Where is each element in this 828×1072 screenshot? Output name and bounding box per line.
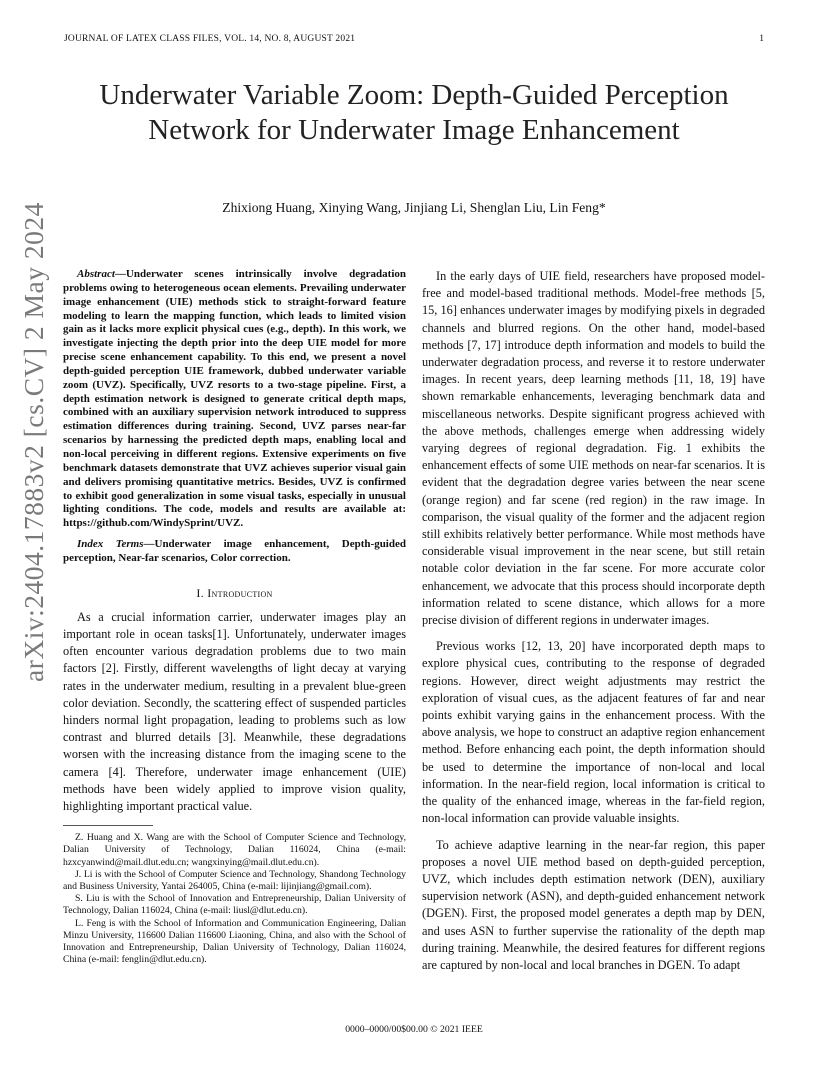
footnote-affiliation: S. Liu is with the School of Innovation and Entrepreneurship, Dalian University of Technology, Dalian 116024, China (e-mail: liusl@dlut.edu.cn). bbox=[63, 893, 406, 917]
section-number: I. bbox=[196, 585, 204, 600]
footnote-rule bbox=[63, 825, 153, 826]
right-column bbox=[422, 268, 765, 974]
abstract-lead: Abstract bbox=[77, 268, 115, 280]
abstract bbox=[63, 268, 406, 531]
left-column bbox=[63, 268, 406, 966]
section-title: Introduction bbox=[207, 585, 273, 600]
footnote-affiliation: Z. Huang and X. Wang are with the School of Computer Science and Technology, Dalian University of Technology, Dalian 116024, China (e-mail: hzxcyanwind@mail.dlut.edu.cn; wangxinying@mail.dlut.edu.cn). bbox=[63, 832, 406, 868]
section-heading bbox=[63, 586, 406, 601]
arxiv-stamp: arXiv:2404.17883v2 [cs.CV] 2 May 2024 bbox=[18, 202, 49, 682]
abstract-text: —Underwater scenes intrinsically involve degradation problems owing to heterogeneous ocean elements. Prevailing underwater image enhancement (UIE) methods stick to straight-forward feature modeling to learn the mapping function, which leads to limited vision gain as it lacks more explicit physical cues (e.g., depth). In this work, we investigate injecting the depth prior into the deep UIE model for more precise scene enhancement capability. To this end, we present a novel depth-guided perception UIE framework, dubbed underwater variable zoom (UVZ). Specifically, UVZ resorts to a two-stage pipeline. First, a depth estimation network is designed to generate critical depth maps, combined with an auxiliary supervision network introduced to suppress estimation differences during training. Second, UVZ parses near-far scenarios by harnessing the predicted depth maps, enabling local and non-local perceiving in different regions. Extensive experiments on five benchmark datasets demonstrate that UVZ achieves superior visual gain and delivers promising quantitative metrics. Besides, UVZ is confirmed to exhibit good generalization in some visual tasks, especially in unusual lighting conditions. The code, models and results are available at: https://github.com/WindySprint/UVZ. bbox=[63, 268, 406, 530]
paper-title: Underwater Variable Zoom: Depth-Guided Perception Network for Underwater Image Enhancement bbox=[99, 79, 729, 146]
author-list: Zhixiong Huang, Xinying Wang, Jinjiang Li, Shenglan Liu, Lin Feng* bbox=[222, 200, 606, 215]
intro-paragraph: As a crucial information carrier, underwater images play an important role in ocean tasks[1]. Unfortunately, underwater images often encounter various degradation problems due to two main factors [2]. Firstly, different wavelengths of light decay at varying rates in the underwater medium, resulting in a prevalent blue-green color deviation. Secondly, the scattering effect of suspended particles hinders normal light propagation, leading to problems such as low contrast and blurred details [3]. Meanwhile, these degradations worsen with the increasing distance from the imaging scene to the camera [4]. Therefore, underwater image enhancement (UIE) methods have been widely applied to improve vision quality, highlighting important practical value. bbox=[63, 609, 406, 813]
body-paragraph: To achieve adaptive learning in the near-far region, this paper proposes a novel UIE method based on depth-guided perception, UVZ, which includes depth estimation network (DEN), auxiliary supervision network (ASN), and depth-guided enhancement network (DGEN). First, the proposed model generates a depth map by DEN, and uses ASN to further supervise the rationality of the depth map during training. Meanwhile, the desired features for different regions are captured by non-local and local branches in DGEN. To adapt bbox=[422, 837, 765, 972]
copyright-notice: 0000–0000/00$00.00 © 2021 IEEE bbox=[345, 1024, 483, 1035]
running-head: JOURNAL OF LATEX CLASS FILES, VOL. 14, NO. 8, AUGUST 2021 bbox=[64, 34, 356, 44]
footnote-affiliation: L. Feng is with the School of Information and Communication Engineering, Dalian Minzu University, 116600 Dalian 116600 Liaoning, China, and also with the School of Innovation and Entrepreneurship, Dalian University of Technology, Dalian 116024, China (e-mail: fenglin@dlut.edu.cn). bbox=[63, 917, 406, 966]
page-number: 1 bbox=[759, 34, 764, 44]
body-paragraph: In the early days of UIE field, researchers have proposed model-free and model-based traditional methods. Model-free methods [5, 15, 16] enhances underwater images by modifying pixels in degraded channels and blurred regions. On the other hand, model-based methods [7, 17] introduce depth information and models to build the underwater degradation process, and reverse it to restore underwater images. In recent years, deep learning methods [11, 18, 19] have shown remarkable enhancements, leveraging benchmark data and miscellaneous networks. Despite significant progress achieved with the above methods, challenges emerge when addressing widely varying degrees of regional degradation. Fig. 1 exhibits the enhancement effects of some UIE methods on near-far scenarios. It is evident that the degradation degree varies between the near scene (orange region) and far scene (red region) in the raw image. In comparison, the visual quality of the former and the adjacent region still exhibits relatively better performance. While most methods have considerable visual improvement in the near scene, but still retain notable color deviation in the far scene. For more accurate color enhancement, we advocate that this process should incorporate depth information related to scene distance, which allows for a more precise division of different regions in underwater images. bbox=[422, 269, 765, 628]
index-terms-lead: Index Terms bbox=[77, 538, 144, 551]
body-paragraph: Previous works [12, 13, 20] have incorporated depth maps to explore physical cues, contributing to the response of degraded regions. However, direct weight adjustments may restrict the exploration of visual cues, as the adjacent features of far and near points exhibit varying gains in the enhancement process. With the above analysis, we hope to construct an adaptive region enhancement method. Before enhancing each point, the depth information should be used to determine the importance of non-local and local information. In the near-field region, local information is critical to the quality of the enhanced image, whereas in the far-field region, non-local information can provide valuable insights. bbox=[422, 639, 765, 826]
index-terms bbox=[63, 538, 406, 566]
index-terms-text: —Underwater image enhancement, Depth-guided perception, Near-far scenarios, Color correction. bbox=[63, 538, 406, 564]
footnote-affiliation: J. Li is with the School of Computer Science and Technology, Shandong Technology and Business University, Yantai 264005, China (e-mail: lijinjiang@gmail.com). bbox=[63, 868, 406, 892]
